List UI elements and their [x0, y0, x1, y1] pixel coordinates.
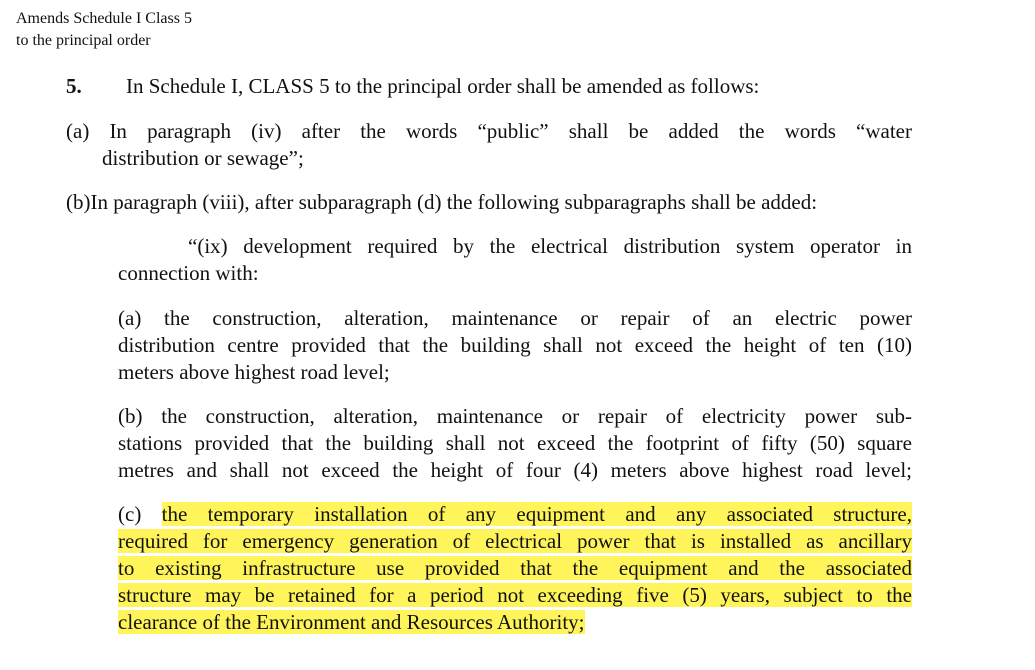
margin-note-line-1: Amends Schedule I Class 5 [16, 10, 192, 27]
clause-c-line-2 [118, 528, 912, 555]
clause-c-line-5 [118, 609, 912, 636]
highlighted-text: to existing infrastructure use provided that the equipment and the associated [118, 556, 912, 580]
clause-b [118, 403, 912, 484]
clause-c-line-3 [118, 555, 912, 582]
clause-a-line-1: (a) the construction, alteration, maintenance or repair of an electric power [118, 306, 912, 330]
clause-a-line-3: meters above highest road level; [118, 360, 390, 384]
clause-a-line-2: distribution centre provided that the building shall not exceed the height of ten (10) [118, 333, 912, 357]
paragraph-a [66, 118, 912, 172]
clause-c [118, 501, 912, 636]
clause-c-line-1 [118, 501, 912, 528]
section-number: 5. [66, 74, 82, 98]
subparagraph-ix-line-2: connection with: [118, 261, 259, 285]
clause-a [118, 305, 912, 386]
section-text: In Schedule I, CLASS 5 to the principal order shall be amended as follows: [126, 74, 760, 98]
margin-note [16, 8, 192, 52]
highlighted-text: clearance of the Environment and Resources Authority; [118, 610, 585, 634]
highlighted-text: required for emergency generation of electrical power that is installed as ancillary [118, 529, 912, 553]
margin-note-line-2: to the principal order [16, 32, 151, 49]
clause-c-prefix: (c) [118, 502, 162, 526]
paragraph-a-line-1: (a) In paragraph (iv) after the words “public” shall be added the words “water [66, 119, 912, 143]
clause-c-line-4 [118, 582, 912, 609]
clause-b-line-3: metres and shall not exceed the height of four (4) meters above highest road level; [118, 458, 912, 482]
paragraph-b: (b)In paragraph (viii), after subparagraph (d) the following subparagraphs shall be added: [66, 190, 818, 214]
section-heading [66, 73, 916, 100]
highlighted-text: the temporary installation of any equipment and any associated structure, [161, 502, 912, 526]
clause-b-line-2: stations provided that the building shall not exceed the footprint of fifty (50) square [118, 431, 912, 455]
highlighted-text: structure may be retained for a period not exceeding five (5) years, subject to the [118, 583, 912, 607]
paragraph-a-line-2: distribution or sewage”; [102, 146, 304, 170]
subparagraph-ix-line-1: “(ix) development required by the electrical distribution system operator in [188, 234, 912, 258]
clause-b-line-1: (b) the construction, alteration, maintenance or repair of electricity power sub- [118, 404, 912, 428]
subparagraph-ix [118, 233, 912, 287]
